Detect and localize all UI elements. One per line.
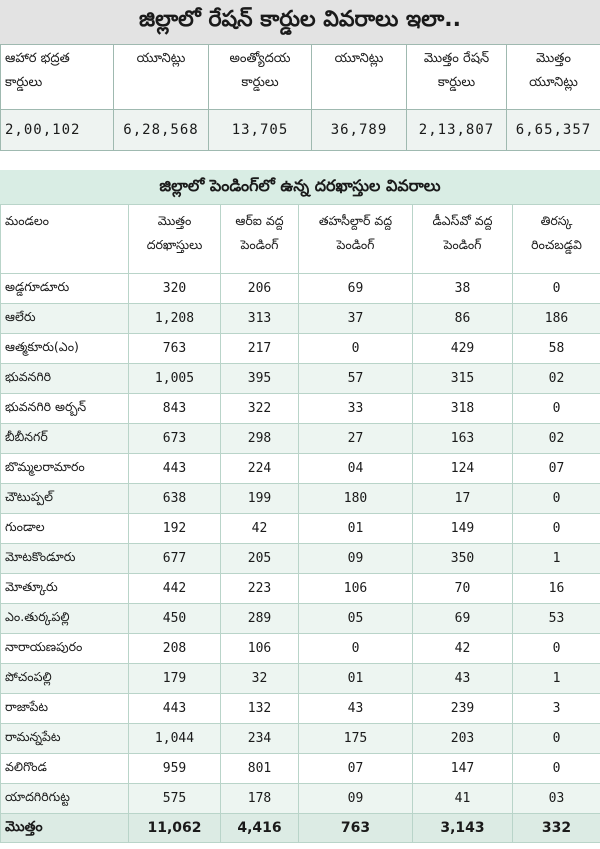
mandal-name: ఆత్మకూరు(ఎం) <box>1 334 129 364</box>
tahsildar-pending: 27 <box>299 424 413 454</box>
tahsildar-pending: 05 <box>299 604 413 634</box>
total-applications: 1,208 <box>129 304 221 334</box>
total-tahsildar-pending: 763 <box>299 814 413 843</box>
dso-pending: 239 <box>413 694 513 724</box>
total-applications: 442 <box>129 574 221 604</box>
dso-pending: 38 <box>413 274 513 304</box>
table-row <box>1 634 600 664</box>
dso-pending: 41 <box>413 784 513 814</box>
total-rejected: 332 <box>513 814 600 843</box>
dso-pending: 69 <box>413 604 513 634</box>
rejected-count: 03 <box>513 784 600 814</box>
tahsildar-pending: 57 <box>299 364 413 394</box>
tahsildar-pending: 69 <box>299 274 413 304</box>
ri-pending: 298 <box>221 424 299 454</box>
dso-pending: 42 <box>413 634 513 664</box>
dso-pending: 70 <box>413 574 513 604</box>
total-applications: 179 <box>129 664 221 694</box>
tahsildar-pending: 175 <box>299 724 413 754</box>
total-applications: 1,005 <box>129 364 221 394</box>
dso-pending: 124 <box>413 454 513 484</box>
header-total-units: మొత్తం యూనిట్లు <box>507 45 600 110</box>
dso-pending: 318 <box>413 394 513 424</box>
tahsildar-pending: 33 <box>299 394 413 424</box>
total-applications: 320 <box>129 274 221 304</box>
mandal-name: గుండాల <box>1 514 129 544</box>
ri-pending: 395 <box>221 364 299 394</box>
table-row <box>1 604 600 634</box>
ri-pending: 217 <box>221 334 299 364</box>
mandal-name: ఆలేరు <box>1 304 129 334</box>
dso-pending: 147 <box>413 754 513 784</box>
rejected-count: 0 <box>513 484 600 514</box>
tahsildar-pending: 09 <box>299 544 413 574</box>
table-row <box>1 424 600 454</box>
ri-pending: 132 <box>221 694 299 724</box>
total-ri-pending: 4,416 <box>221 814 299 843</box>
table-row <box>1 544 600 574</box>
rejected-count: 0 <box>513 634 600 664</box>
total-applications: 443 <box>129 694 221 724</box>
table-row <box>1 514 600 544</box>
header-total-applications: మొత్తం దరఖాస్తులు <box>129 205 221 274</box>
ration-card-summary-table <box>0 44 600 151</box>
ri-pending: 224 <box>221 454 299 484</box>
mandal-name: వలిగొండ <box>1 754 129 784</box>
ri-pending: 206 <box>221 274 299 304</box>
total-applications: 192 <box>129 514 221 544</box>
mandal-name: మోటకొండూరు <box>1 544 129 574</box>
total-label: మొత్తం <box>1 814 129 843</box>
rejected-count: 02 <box>513 364 600 394</box>
value-total-units: 6,65,357 <box>507 110 600 151</box>
ri-pending: 322 <box>221 394 299 424</box>
total-applications: 677 <box>129 544 221 574</box>
tahsildar-pending: 0 <box>299 334 413 364</box>
dso-pending: 315 <box>413 364 513 394</box>
dso-pending: 163 <box>413 424 513 454</box>
total-dso-pending: 3,143 <box>413 814 513 843</box>
total-applications: 443 <box>129 454 221 484</box>
total-applications: 959 <box>129 754 221 784</box>
total-applications: 638 <box>129 484 221 514</box>
total-applications: 843 <box>129 394 221 424</box>
rejected-count: 0 <box>513 514 600 544</box>
ri-pending: 223 <box>221 574 299 604</box>
rejected-count: 0 <box>513 724 600 754</box>
mandal-name: రాజాపేట <box>1 694 129 724</box>
mandal-name: బొమ్మలరామారం <box>1 454 129 484</box>
ri-pending: 313 <box>221 304 299 334</box>
total-applications: 1,044 <box>129 724 221 754</box>
header-units: యూనిట్లు <box>114 45 209 110</box>
header-total-ration-cards: మొత్తం రేషన్ కార్డులు <box>407 45 507 110</box>
rejected-count: 1 <box>513 544 600 574</box>
table-row <box>1 754 600 784</box>
mandal-name: ఎం.తుర్కపల్లి <box>1 604 129 634</box>
tahsildar-pending: 07 <box>299 754 413 784</box>
header-units: యూనిట్లు <box>312 45 407 110</box>
ri-pending: 199 <box>221 484 299 514</box>
rejected-count: 186 <box>513 304 600 334</box>
total-applications: 450 <box>129 604 221 634</box>
summary-header-row <box>1 45 600 110</box>
ri-pending: 234 <box>221 724 299 754</box>
value-antyodaya-cards: 13,705 <box>209 110 312 151</box>
rejected-count: 02 <box>513 424 600 454</box>
tahsildar-pending: 180 <box>299 484 413 514</box>
ri-pending: 289 <box>221 604 299 634</box>
dso-pending: 203 <box>413 724 513 754</box>
mandal-name: అడ్డగూడూరు <box>1 274 129 304</box>
dso-pending: 43 <box>413 664 513 694</box>
header-tahsildar-pending: తహసీల్దార్ వద్ద పెండింగ్ <box>299 205 413 274</box>
rejected-count: 58 <box>513 334 600 364</box>
tahsildar-pending: 04 <box>299 454 413 484</box>
value-units: 36,789 <box>312 110 407 151</box>
mandal-name: భువనగిరి <box>1 364 129 394</box>
summary-title: జిల్లాలో రేషన్ కార్డుల వివరాలు ఇలా.. <box>0 0 600 44</box>
value-total-ration-cards: 2,13,807 <box>407 110 507 151</box>
rejected-count: 53 <box>513 604 600 634</box>
header-antyodaya-cards: అంత్యోదయ కార్డులు <box>209 45 312 110</box>
ri-pending: 178 <box>221 784 299 814</box>
pending-header-row <box>1 205 600 274</box>
tahsildar-pending: 01 <box>299 664 413 694</box>
tahsildar-pending: 01 <box>299 514 413 544</box>
table-row <box>1 454 600 484</box>
dso-pending: 17 <box>413 484 513 514</box>
total-applications: 673 <box>129 424 221 454</box>
ri-pending: 801 <box>221 754 299 784</box>
rejected-count: 1 <box>513 664 600 694</box>
mandal-name: యాదగిరిగుట్ట <box>1 784 129 814</box>
header-ri-pending: ఆర్ఐ వద్ద పెండింగ్ <box>221 205 299 274</box>
ri-pending: 205 <box>221 544 299 574</box>
table-row <box>1 364 600 394</box>
ri-pending: 42 <box>221 514 299 544</box>
value-food-security-cards: 2,00,102 <box>1 110 114 151</box>
table-row <box>1 394 600 424</box>
table-row <box>1 484 600 514</box>
mandal-name: మోత్కూరు <box>1 574 129 604</box>
rejected-count: 16 <box>513 574 600 604</box>
mandal-name: నారాయణపురం <box>1 634 129 664</box>
mandal-name: బీబీనగర్ <box>1 424 129 454</box>
mandal-name: చౌటుప్పల్ <box>1 484 129 514</box>
value-units: 6,28,568 <box>114 110 209 151</box>
mandal-name: భువనగిరి అర్బన్ <box>1 394 129 424</box>
pending-applications-table <box>0 204 600 843</box>
rejected-count: 0 <box>513 754 600 784</box>
tahsildar-pending: 0 <box>299 634 413 664</box>
summary-value-row <box>1 110 600 151</box>
header-dso-pending: డీఎస్‌వో వద్ద పెండింగ్ <box>413 205 513 274</box>
dso-pending: 86 <box>413 304 513 334</box>
table-row <box>1 664 600 694</box>
table-row <box>1 784 600 814</box>
table-row <box>1 334 600 364</box>
mandal-name: రామన్నపేట <box>1 724 129 754</box>
total-applications: 575 <box>129 784 221 814</box>
pending-title: జిల్లాలో పెండింగ్‌లో ఉన్న దరఖాస్తుల వివరాలు <box>0 170 600 204</box>
dso-pending: 350 <box>413 544 513 574</box>
total-applications: 11,062 <box>129 814 221 843</box>
table-row <box>1 694 600 724</box>
dso-pending: 149 <box>413 514 513 544</box>
tahsildar-pending: 106 <box>299 574 413 604</box>
ri-pending: 32 <box>221 664 299 694</box>
rejected-count: 3 <box>513 694 600 724</box>
rejected-count: 07 <box>513 454 600 484</box>
rejected-count: 0 <box>513 274 600 304</box>
table-row <box>1 304 600 334</box>
table-row <box>1 574 600 604</box>
table-row <box>1 724 600 754</box>
rejected-count: 0 <box>513 394 600 424</box>
total-applications: 208 <box>129 634 221 664</box>
total-applications: 763 <box>129 334 221 364</box>
ri-pending: 106 <box>221 634 299 664</box>
header-food-security-cards: ఆహార భద్రత కార్డులు <box>1 45 114 110</box>
header-mandal: మండలం <box>1 205 129 274</box>
tahsildar-pending: 09 <box>299 784 413 814</box>
total-row <box>1 814 600 843</box>
tahsildar-pending: 37 <box>299 304 413 334</box>
pending-body <box>1 274 600 814</box>
dso-pending: 429 <box>413 334 513 364</box>
tahsildar-pending: 43 <box>299 694 413 724</box>
header-rejected: తిరస్క రించబడ్డవి <box>513 205 600 274</box>
table-row <box>1 274 600 304</box>
mandal-name: పోచంపల్లి <box>1 664 129 694</box>
